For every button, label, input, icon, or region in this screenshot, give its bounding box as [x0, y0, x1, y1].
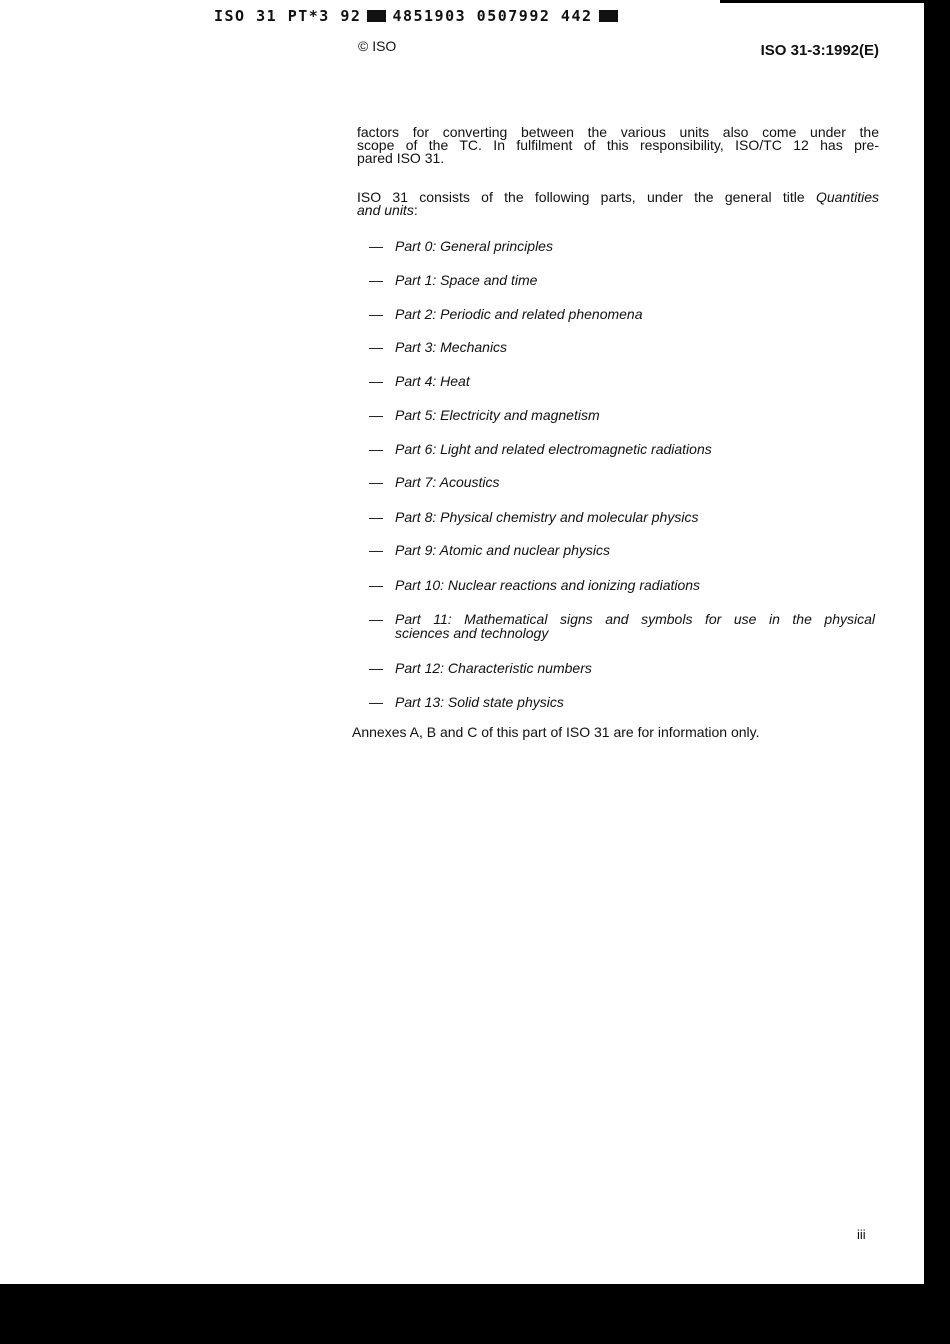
list-dash: — — [369, 660, 383, 676]
list-item — [369, 272, 537, 288]
list-item — [369, 238, 553, 254]
part-label: Part 4: Heat — [395, 373, 470, 389]
list-item — [369, 509, 698, 525]
consists-line — [357, 204, 879, 217]
consists-line — [357, 191, 879, 204]
part-label-continuation: sciences and technology — [395, 625, 549, 641]
list-item — [369, 441, 712, 457]
intro-line: scope of the TC. In fulfilment of this responsibility, ISO/TC 12 has pre- — [357, 137, 879, 153]
scan-border-right — [924, 0, 950, 1344]
list-item — [369, 407, 600, 423]
part-label: Part 8: Physical chemistry and molecular physics — [395, 509, 699, 525]
scan-block-mark — [599, 10, 618, 22]
part-label: Part 9: Atomic and nuclear physics — [395, 542, 611, 558]
scan-border-top — [720, 0, 950, 3]
list-item — [369, 660, 592, 676]
intro-line: pared ISO 31. — [357, 150, 445, 166]
list-dash: — — [369, 238, 383, 254]
list-item — [369, 577, 700, 593]
part-label: Part 13: Solid state physics — [395, 694, 564, 710]
list-item — [369, 612, 875, 640]
list-dash: — — [369, 577, 383, 593]
consists-colon: : — [413, 202, 418, 218]
part-label: Part 11: Mathematical signs and symbols for use in the physical — [395, 611, 875, 627]
list-dash: — — [369, 441, 383, 457]
part-label: Part 12: Characteristic numbers — [395, 660, 592, 676]
list-item — [369, 306, 643, 322]
consists-paragraph — [357, 191, 879, 217]
list-item — [369, 542, 610, 558]
list-dash: — — [369, 474, 383, 490]
scan-block-mark — [367, 10, 386, 22]
part-label: Part 3: Mechanics — [395, 339, 508, 355]
list-dash: — — [369, 542, 383, 558]
list-item — [369, 474, 500, 490]
part-label: Part 6: Light and related electromagnetic radiations — [395, 441, 712, 457]
scan-code-mid: 4851903 0507992 442 — [392, 7, 593, 25]
page-number: iii — [857, 1227, 866, 1242]
list-item — [369, 339, 507, 355]
part-label: Part 1: Space and time — [395, 272, 538, 288]
list-dash: — — [369, 509, 383, 525]
part-label: Part 7: Acoustics — [395, 474, 500, 490]
document-id: ISO 31-3:1992(E) — [760, 42, 879, 59]
intro-paragraph — [357, 126, 879, 165]
list-item — [369, 694, 564, 710]
list-dash: — — [369, 611, 383, 627]
scan-code-left: ISO 31 PT*3 92 — [214, 7, 362, 25]
part-label: Part 5: Electricity and magnetism — [395, 407, 600, 423]
part-label: Part 2: Periodic and related phenomena — [395, 306, 643, 322]
part-label: Part 10: Nuclear reactions and ionizing radiations — [395, 577, 701, 593]
list-item — [369, 373, 470, 389]
annexes-note: Annexes A, B and C of this part of ISO 31 are for information only. — [352, 724, 760, 740]
intro-line: factors for converting between the various units also come under the — [357, 124, 879, 140]
list-item-first-line — [369, 612, 875, 626]
list-dash: — — [369, 373, 383, 389]
copyright-notice: © ISO — [358, 38, 397, 54]
list-dash: — — [369, 407, 383, 423]
consists-title-italic: and units — [357, 202, 414, 218]
list-dash: — — [369, 306, 383, 322]
part-label: Part 0: General principles — [395, 238, 553, 254]
scan-border-bottom — [0, 1284, 950, 1344]
consists-title-italic: Quantities — [815, 189, 879, 205]
scan-header-code — [214, 5, 624, 27]
list-dash: — — [369, 272, 383, 288]
consists-text: ISO 31 consists of the following parts, under the general title — [357, 189, 816, 205]
list-dash: — — [369, 694, 383, 710]
list-dash: — — [369, 339, 383, 355]
